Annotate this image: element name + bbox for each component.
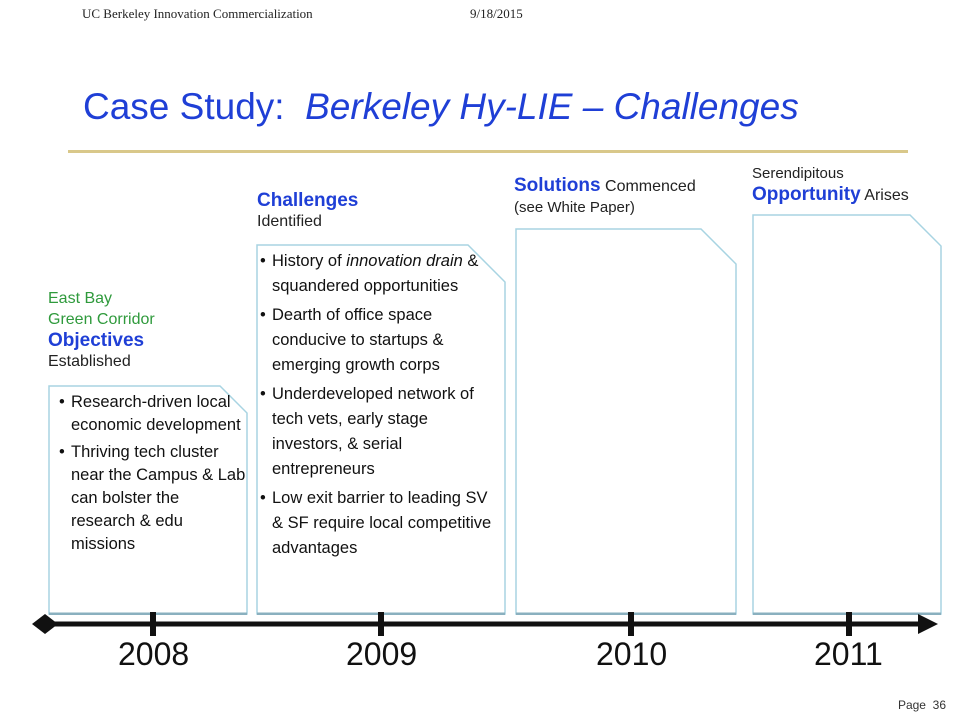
stage-2011-card (752, 214, 942, 615)
stage-2010-label (514, 175, 696, 218)
stage-2011-inline: Arises (864, 187, 909, 204)
slide-title (83, 86, 799, 128)
bullet-item: • Underdeveloped network of tech vets, early stage investors, & serial entrepreneurs (258, 382, 502, 482)
title-underline (68, 150, 908, 153)
stage-2008-bullets (57, 391, 247, 560)
stage-2009-heading: Challenges (257, 190, 359, 211)
tick-2011 (846, 612, 852, 636)
page-number (898, 698, 946, 712)
tick-2010 (628, 612, 634, 636)
year-2008: 2008 (118, 636, 190, 672)
year-2010: 2010 (596, 636, 668, 672)
bullet-item: • History of innovation drain & squandered opportunities (258, 249, 502, 299)
stage-2008-line1: East Bay (48, 290, 113, 307)
card-shape (752, 214, 942, 615)
year-2009: 2009 (346, 636, 418, 672)
header-date: 9/18/2015 (470, 6, 523, 21)
stage-2009-bullets (258, 249, 502, 565)
bullet-item: • Dearth of office space conducive to startups & emerging growth corps (258, 303, 502, 378)
stage-2009-label (257, 190, 358, 232)
page-label: Page (897, 698, 926, 712)
stage-2011-heading: Opportunity (752, 184, 861, 205)
header-org: UC Berkeley Innovation Commercialization (82, 6, 313, 21)
stage-2009-line1: Identified (257, 213, 322, 230)
stage-2009-card (256, 244, 506, 615)
stage-2010-card (515, 228, 737, 615)
title-italic: Berkeley Hy-LIE – Challenges (305, 86, 799, 127)
stage-2010-line1: (see White Paper) (514, 199, 635, 216)
stage-2008-label (48, 288, 155, 372)
stage-2011-line1: Serendipitous (752, 165, 844, 182)
stage-2008-line3: Established (48, 353, 131, 370)
stage-2008-card (48, 385, 248, 615)
stage-2010-heading: Solutions (514, 175, 601, 196)
stage-2008-line2: Green Corridor (48, 311, 155, 328)
stage-2008-heading: Objectives (48, 330, 145, 351)
page-value: 36 (932, 698, 946, 712)
bullet-item: • Low exit barrier to leading SV & SF require local competitive advantages (258, 486, 502, 561)
stage-2011-label (752, 163, 909, 206)
stage-2010-inline: Commenced (605, 178, 696, 195)
bullet-item: • Thriving tech cluster near the Campus & Lab can bolster the research & edu missions (57, 441, 247, 556)
tick-2008 (150, 612, 156, 636)
bullet-item: • Research-driven local economic development (57, 391, 247, 437)
title-prefix: Case Study: (83, 86, 285, 127)
card-shape (515, 228, 737, 615)
tick-2009 (378, 612, 384, 636)
year-2011: 2011 (814, 636, 883, 672)
timeline-end-arrow (918, 614, 938, 634)
timeline-start-diamond (32, 614, 58, 634)
